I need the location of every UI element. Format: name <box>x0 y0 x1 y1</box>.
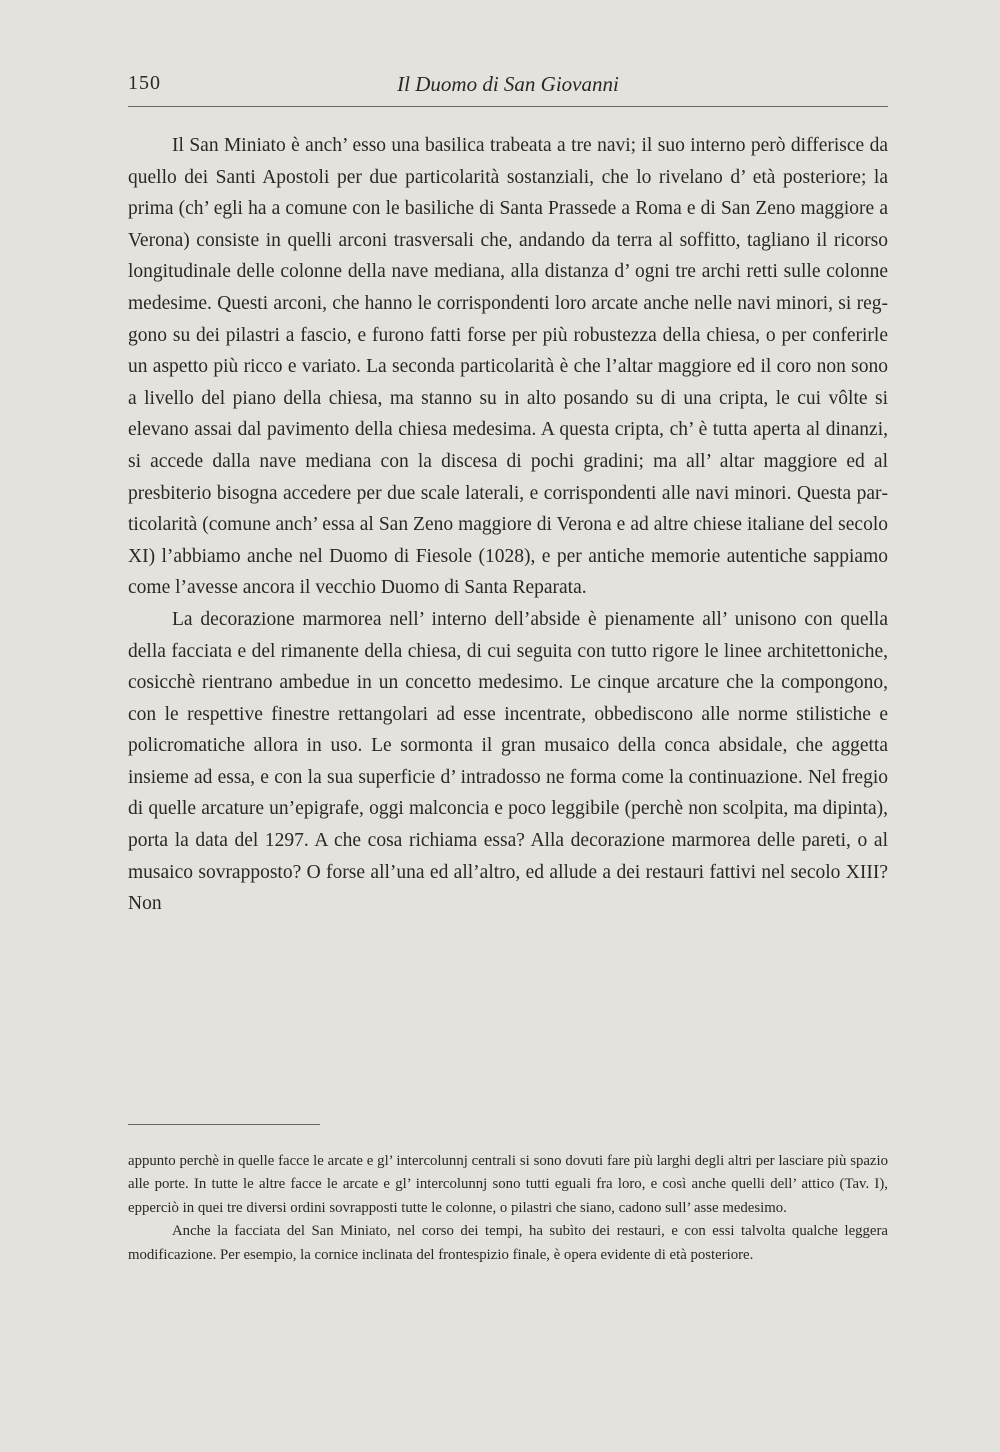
body-paragraph-1: Il San Miniato è anch’ esso una basilica trabeata a tre navi; il suo interno però differisce da quello dei Santi Apostoli per due particolarità sostanziali, che lo rivelano d’ età posteriore; la prima (ch’ egli ha a comune con le basiliche di Santa Prassede a Roma e di San Zeno maggiore a Verona) consiste in quelli arconi trasversali che, andando da terra al soffitto, tagliano il ricorso longitudinale delle colonne della nave mediana, alla distanza d’ ogni tre archi retti sulle colonne medesime. Questi arconi, che hanno le corrispondenti loro arcate anche nelle navi minori, si reggono su dei pilastri a fascio, e furono fatti forse per più robustezza della chiesa, o per conferirle un aspetto più ricco e variato. La seconda particolarità è che l’altar maggiore ed il coro non sono a livello del piano della chiesa, ma stanno su in alto posando su di una cripta, le cui vôlte si elevano assai dal pavimento della chiesa medesima. A questa cripta, ch’ è tutta aperta al dinanzi, si accede dalla nave mediana con la discesa di pochi gradini; ma all’ altar maggiore ed al presbiterio bisogna accedere per due scale laterali, e corrispondenti alle navi minori. Questa particolarità (comune anch’ essa al San Zeno maggiore di Verona e ad altre chiese italiane del secolo XI) l’abbiamo anche nel Duomo di Fiesole (1028), e per antiche memorie autentiche sappiamo come l’avesse ancora il vecchio Duomo di Santa Reparata. <box>128 135 888 599</box>
body-paragraph-2: La decorazione marmorea nell’ interno dell’abside è pienamente all’ unisono con quella della facciata e del rimanente della chiesa, di cui seguita con tutto rigore le linee architettoniche, cosicchè rientrano ambedue in un concetto medesimo. Le cinque arcature che la compongono, con le respettive finestre rettangolari ad esse incentrate, obbediscono alle norme stilistiche e policromatiche allora in uso. Le sormonta il gran musaico della conca absidale, che aggetta insieme ad essa, e con la sua superficie d’ intradosso ne forma come la continuazione. Nel fregio di quelle arcature un’epigrafe, oggi malconcia e poco leggibile (perchè non scolpita, ma dipinta), porta la data del 1297. A che cosa richiama essa? Alla decorazione marmorea delle pareti, o al musaico sovrapposto? O forse all’una ed all’altro, ed allude a dei restauri fattivi nel secolo XIII? Non <box>128 608 888 915</box>
page-header <box>128 72 888 102</box>
footnote-continuation: appunto perchè in quelle facce le arcate e gl’ intercolunnj centrali si sono dovuti fare più larghi degli altri per lasciare più spazio alle porte. In tutte le altre facce le arcate e gl’ intercolunnj sono tutti eguali fra loro, e così anche quelli dell’ attico (Tav. I), epperciò in quei tre diversi ordini sovrapposti tutte le colonne, o pilastri che siano, cadono sull’ asse medesimo. <box>128 1153 888 1216</box>
main-text <box>128 130 888 920</box>
header-rule <box>128 106 888 107</box>
footnote-rule <box>128 1124 320 1125</box>
footnotes <box>128 1150 888 1267</box>
page-number: 150 <box>128 72 161 94</box>
running-title: Il Duomo di San Giovanni <box>397 72 619 96</box>
footnote-paragraph: Anche la facciata del San Miniato, nel corso dei tempi, ha subìto dei restauri, e con essi talvolta qualche leggera modificazione. Per esempio, la cornice inclinata del frontespizio finale, è opera evidente di età posteriore. <box>128 1223 888 1263</box>
